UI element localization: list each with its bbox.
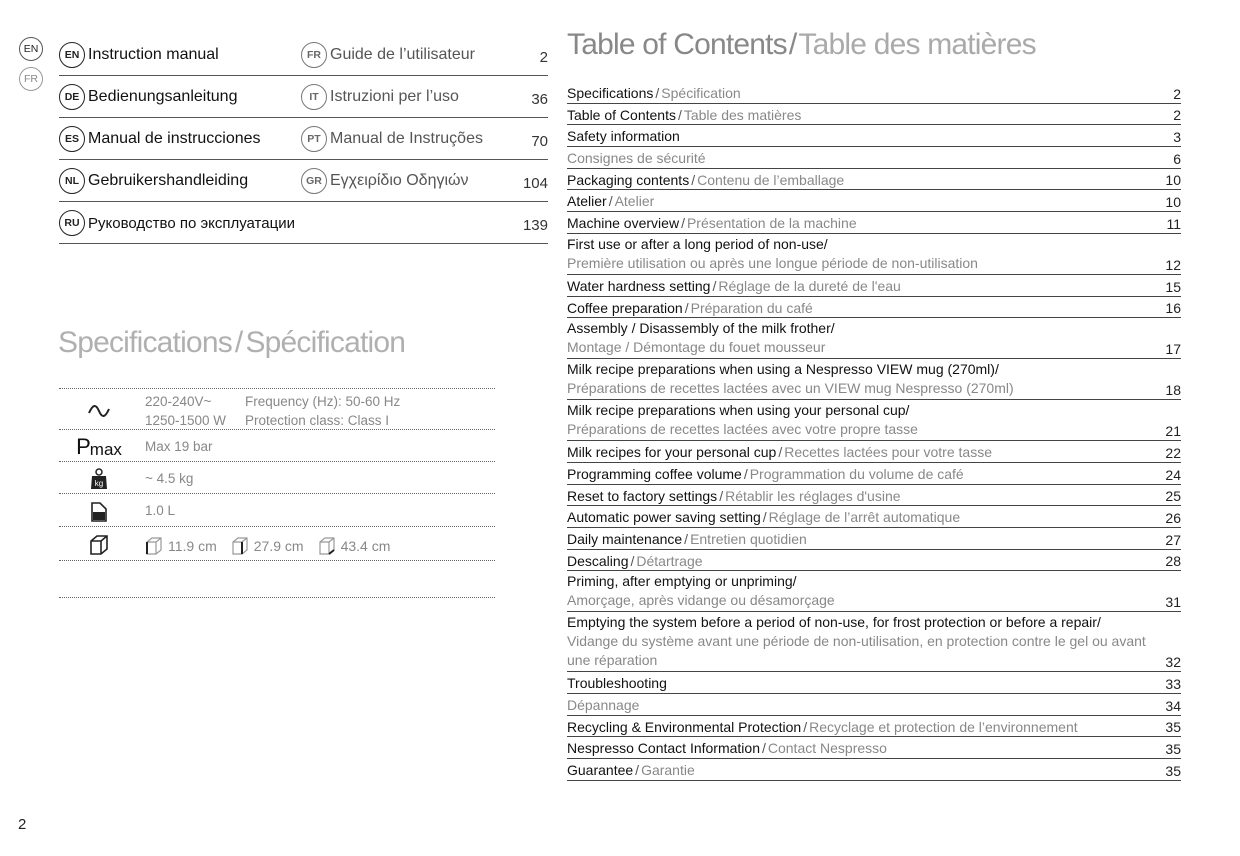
toc-entry-page: 25 [1165,488,1181,505]
toc-entry-separator: / [608,193,613,210]
toc-entry-line [567,149,1181,168]
toc-entry-line [567,235,1181,254]
dimension-height [318,536,391,556]
toc-entry-title-en: First use or after a long period of non-use/ [567,235,828,252]
page-number: 2 [18,816,27,833]
language-code-badge: ES [59,126,85,152]
dimensions-box-icon [59,534,139,556]
toc-entry-page: 2 [1173,107,1181,124]
toc-entry[interactable] [567,612,1181,672]
toc-entry-separator: / [630,552,635,569]
toc-entry[interactable] [567,234,1181,275]
toc-entry-line [567,299,1181,318]
toc-entry-title-fr: Présentation de la machine [686,215,857,232]
toc-entry[interactable] [567,125,1181,147]
side-tab-en[interactable] [19,37,43,61]
toc-entry-title-fr: Réglage de l’arrêt automatique [768,509,961,526]
spec-frequency: Frequency (Hz): 50-60 Hz [245,394,401,409]
toc-entry-page: 24 [1165,466,1181,483]
toc-entry-separator: / [684,299,689,316]
toc-entry-page: 15 [1165,278,1181,295]
toc-entry-title-fr: Contact Nespresso [767,740,887,757]
spec-voltage: 220-240V~ [145,394,212,409]
toc-entry[interactable] [567,169,1181,191]
toc-entry[interactable] [567,694,1181,716]
toc-entry-title-fr: Rétablir les réglages d'usine [725,487,901,504]
toc-entry-page: 35 [1165,741,1181,758]
language-label: Istruzioni per l’uso [330,88,459,105]
side-tab-label: FR [24,73,38,85]
toc-entry-title-en: Milk recipe preparations when using your personal cup/ [567,402,910,419]
toc-entry-title-fr: Détartrage [636,552,703,569]
toc-entry-page: 31 [1165,594,1181,611]
toc-entry-line [567,674,1181,693]
spec-dimensions [145,536,404,556]
toc-entry-line [567,487,1181,506]
toc-entry-line [567,401,1181,420]
toc-entry-title-fr: Entretien quotidien [690,530,807,547]
toc-entry-title-fr: Préparations de recettes lactées avec votre propre tasse [567,421,918,438]
toc-entry-separator: / [691,171,696,188]
toc-entry-line [567,696,1181,715]
toc-entry-title-en: Specifications [567,85,654,101]
toc-entry-page: 17 [1165,341,1181,358]
weight-icon-label: kg [94,479,104,488]
toc-entry-title-en: Nespresso Contact Information [567,740,760,757]
toc-entry-line [567,319,1181,338]
toc-entry-line [567,106,1181,125]
toc-entry-title-fr: Réglage de la dureté de l'eau [718,277,901,294]
toc-entry-title-fr: Spécification [661,85,741,101]
toc-entry-title-en: Recycling & Environmental Protection [567,718,802,735]
toc-entry-separator: / [761,740,766,757]
toc-entry-page: 3 [1173,129,1181,146]
toc-entry-line [567,530,1181,549]
language-label: Manual de Instruções [330,130,483,147]
toc-entry-line [567,379,1181,398]
width-box-icon [145,536,163,556]
language-code-badge: DE [59,84,85,110]
pressure-icon [59,434,139,460]
toc-entry-line [567,360,1181,379]
language-entry-ru[interactable] [59,210,295,236]
toc-entry[interactable] [567,485,1181,507]
toc-entry-line [567,761,1181,780]
language-page-number: 70 [531,133,548,150]
toc-entry-separator: / [635,762,640,779]
toc-entry-separator: / [655,85,660,101]
toc-entry-page: 18 [1165,382,1181,399]
toc-entry-page: 26 [1165,509,1181,526]
toc-entry[interactable] [567,318,1181,359]
toc-entry-line [567,127,1181,146]
toc-entry-page: 34 [1165,697,1181,714]
pressure-icon-sub: max [89,440,122,459]
toc-entry[interactable] [567,147,1181,169]
toc-entry[interactable] [567,104,1181,126]
toc-entry-title-en: Descaling [567,552,629,569]
toc-entry[interactable] [567,190,1181,212]
specifications-table [59,388,495,598]
toc-entry-separator: / [762,509,767,526]
spec-row-empty [59,561,495,598]
spec-row-pressure [59,429,495,461]
language-label: Εγχειρίδιο Οδηγιών [330,172,469,189]
toc-entry-line [567,572,1181,591]
toc-entry[interactable] [567,359,1181,400]
language-page-number: 2 [539,49,548,66]
specifications-title-en: Specifications [58,326,232,359]
toc-entry-title-en: Assembly / Disassembly of the milk frother/ [567,320,835,337]
spec-row-weight [59,461,495,493]
toc-entry-title-fr: Vidange du système avant une période de non-utilisation, en protection contre le gel ou avant [567,633,1146,650]
language-label: Guide de l’utilisateur [330,46,475,63]
pressure-icon-letter: P [76,434,90,459]
toc-entry-title-fr: Contenu de l’emballage [697,171,845,188]
toc-entry[interactable] [567,571,1181,612]
toc-entry[interactable] [567,672,1181,694]
spec-row-electrical [59,388,495,429]
spec-tank-capacity: 1.0 L [145,503,176,518]
toc-entry-line [567,508,1181,527]
height-box-icon [318,536,336,556]
toc-entry-page: 35 [1165,762,1181,779]
language-row [59,202,548,244]
toc-entry-separator: / [677,106,682,123]
toc-entry-line [567,739,1181,758]
side-tab-label: EN [23,43,39,55]
toc-entry[interactable] [567,275,1181,297]
toc-entry-separator: / [778,444,783,461]
spec-pressure: Max 19 bar [145,439,213,454]
toc-entry-line [567,254,1181,273]
language-entry-pt[interactable] [301,126,483,152]
toc-entry[interactable] [567,716,1181,738]
toc-entry-title-en: Troubleshooting [567,675,667,692]
toc-title [567,28,1036,62]
language-entry-de[interactable] [59,84,237,110]
toc-entry-title-fr: Consignes de sécurité [567,150,706,167]
toc-entry-title-fr: Garantie [641,762,695,779]
language-code-badge: EN [59,42,85,68]
language-code-badge: PT [301,126,327,152]
toc-entry-page: 33 [1165,676,1181,692]
toc-entry-title-en: Guarantee [567,762,634,779]
dimension-depth-value: 27.9 cm [253,538,304,554]
language-entry-gr[interactable] [301,168,469,194]
language-page-number: 36 [531,91,548,108]
title-separator: / [234,326,243,359]
dimension-depth [231,536,304,556]
language-entry-it[interactable] [301,84,459,110]
specifications-title [58,326,405,360]
language-code-badge: IT [301,84,327,110]
toc-entry-title-en: Milk recipe preparations when using a Nespresso VIEW mug (270ml)/ [567,361,999,378]
spec-protection: Protection class: Class I [245,413,390,428]
language-page-number: 139 [522,217,548,234]
language-code-badge: GR [301,168,327,194]
toc-entry-title-fr: Préparations de recettes lactées avec un VIEW mug Nespresso (270ml) [567,380,1014,397]
toc-entry-page: 10 [1165,172,1181,189]
toc-entry-title-fr: Recettes lactées pour votre tasse [784,444,992,461]
toc-entry-page: 21 [1165,423,1181,440]
toc-entry-line [567,420,1181,439]
toc-entry-title-fr: Recyclage et protection de l’environnement [809,718,1078,735]
language-entry-nl[interactable] [59,168,248,194]
toc-entry-title-fr: Table des matières [683,106,802,123]
toc-entry-title-fr: Montage / Démontage du fouet mousseur [567,339,826,356]
spec-row-tank [59,493,495,526]
toc-entry[interactable] [567,737,1181,759]
toc-entry-line [567,591,1181,610]
toc-entry-page: 10 [1165,194,1181,211]
toc-entry-page: 27 [1165,531,1181,548]
language-label: Руководство по эксплуатации [88,214,295,232]
toc-entry-line [567,718,1181,737]
toc-entry-title-fr: une réparation [567,652,658,669]
toc-entry-page: 32 [1165,654,1181,671]
toc-entry-line [567,465,1181,484]
toc-entry[interactable] [567,297,1181,319]
toc-entry[interactable] [567,400,1181,441]
toc-entry-page: 12 [1165,256,1181,273]
toc-entry-title-en: Coffee preparation [567,299,683,316]
toc-entry-separator: / [803,718,808,735]
title-separator: / [788,28,797,61]
toc-entry-line [567,613,1181,632]
language-row [59,118,548,160]
toc-entry-title-en: Priming, after emptying or unpriming/ [567,573,797,590]
toc-entry-title-fr: Dépannage [567,697,640,713]
toc-entry[interactable] [567,212,1181,234]
toc-entry-line [567,338,1181,357]
toc-entry[interactable] [567,506,1181,528]
toc-entry-title-en: Emptying the system before a period of non-use, for frost protection or before a repair/ [567,614,1101,631]
toc-entry[interactable] [567,550,1181,572]
toc-entry-title-en: Automatic power saving setting [567,509,761,526]
language-index [59,34,548,244]
toc-entry-title-en: Programming coffee volume [567,465,742,482]
toc-entry-separator: / [743,465,748,482]
toc-entry-line [567,171,1181,190]
ac-current-icon [59,399,139,423]
toc-entry[interactable] [567,528,1181,550]
side-tab-fr[interactable] [19,67,43,91]
toc-entry-title-en: Daily maintenance [567,530,683,547]
toc-entry-separator: / [719,487,724,504]
toc-entry-line [567,552,1181,571]
toc-entry-title-fr: Première utilisation ou après une longue période de non-utilisation [567,254,978,271]
toc-entry-line [567,632,1181,651]
spec-power: 1250-1500 W [145,413,227,428]
language-row [59,34,548,76]
toc-entry-line [567,192,1181,211]
toc-entry-separator: / [712,277,717,294]
toc-title-fr: Table des matières [798,28,1036,61]
toc-entry-title-fr: Atelier [614,193,655,210]
language-row [59,160,548,202]
toc-entry-page: 6 [1173,150,1181,167]
toc-entry-line [567,277,1181,296]
toc-entry-title-en: Machine overview [567,215,680,232]
language-label: Bedienungsanleitung [88,88,238,105]
language-row [59,76,548,118]
dimension-height-value: 43.4 cm [340,538,391,554]
toc-entry-line [567,214,1181,233]
spec-weight: ~ 4.5 kg [145,471,194,486]
toc-entry-title-en: Water hardness setting [567,277,711,294]
toc-entry-page: 2 [1173,85,1181,102]
toc-entry-title-en: Table of Contents [567,106,676,123]
dimension-width [145,536,217,556]
toc-entry-separator: / [684,530,689,547]
language-code-badge: NL [59,168,85,194]
toc-entry-title-en: Milk recipes for your personal cup [567,444,777,461]
dimension-width-value: 11.9 cm [168,538,217,554]
toc-entry-title-en: Packaging contents [567,171,690,188]
toc-entry-page: 16 [1165,300,1181,317]
toc-entry-page: 28 [1165,553,1181,570]
toc-entry[interactable] [567,759,1181,781]
language-entry-fr[interactable] [301,42,475,68]
language-page-number: 104 [522,175,548,192]
toc-entry-title-en: Atelier [567,193,607,210]
toc-entry[interactable] [567,82,1181,104]
language-code-badge: RU [59,210,85,236]
toc-entry[interactable] [567,463,1181,485]
toc-entry-line [567,84,1181,103]
language-entry-en[interactable] [59,42,219,68]
toc-entry-page: 35 [1165,719,1181,736]
toc-title-en: Table of Contents [567,28,787,61]
language-entry-es[interactable] [59,126,261,152]
toc-entry-title-fr: Programmation du volume de café [749,465,964,482]
toc-entry-line [567,651,1181,670]
toc-entry-line [567,443,1181,462]
toc-entry-title-fr: Amorçage, après vidange ou désamorçage [567,592,835,609]
language-label: Gebruikershandleiding [88,172,249,189]
toc-entry[interactable] [567,441,1181,463]
table-of-contents [567,82,1181,781]
language-code-badge: FR [301,42,327,68]
toc-entry-separator: / [681,215,685,232]
specifications-title-fr: Spécification [245,326,406,359]
weight-kg-icon [59,468,139,490]
toc-entry-title-en: Safety information [567,128,680,145]
spec-row-dimensions [59,526,495,561]
water-tank-icon [59,500,139,522]
depth-box-icon [231,536,249,556]
language-label: Manual de instrucciones [88,130,261,147]
toc-entry-page: 11 [1166,215,1181,232]
toc-entry-title-fr: Préparation du café [690,299,813,316]
language-label: Instruction manual [88,46,219,63]
toc-entry-page: 22 [1165,444,1181,461]
toc-entry-title-en: Reset to factory settings [567,487,718,504]
